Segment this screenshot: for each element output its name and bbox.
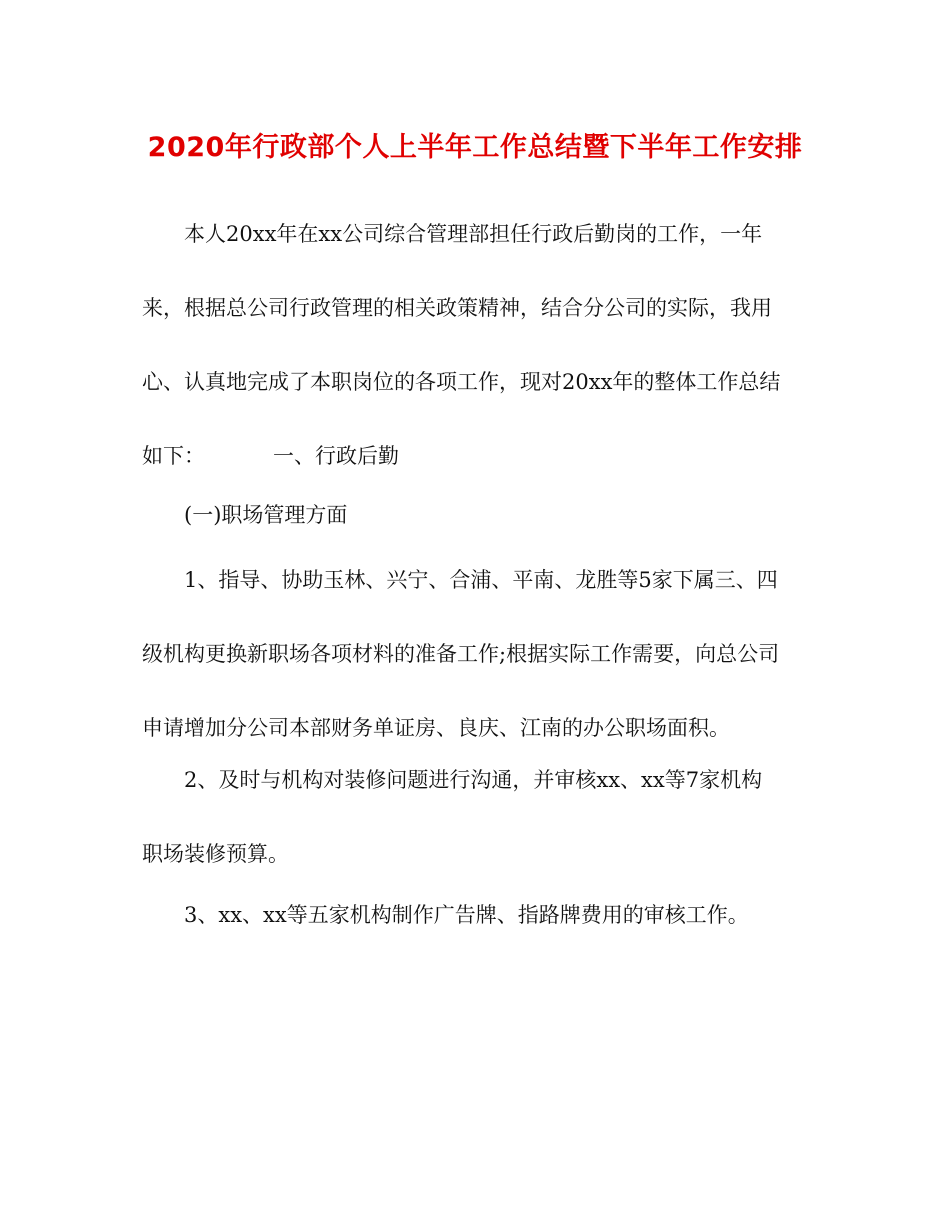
- section-heading-paragraph: [142, 478, 812, 552]
- item-1-line-2: 级机构更换新职场各项材料的准备工作;根据实际工作需要，向总公司: [142, 642, 780, 666]
- item-3-text-1: 3、xx、xx等五家机构制作广告牌、指路牌费用的审核工作。: [184, 903, 749, 927]
- item-1-line-3: 申请增加分公司本部财务单证房、良庆、江南的办公职场面积。: [142, 716, 730, 740]
- intro-line-3: 心、认真地完成了本职岗位的各项工作，现对20xx年的整体工作总结: [142, 370, 781, 394]
- intro-text-4a: 如下：: [142, 444, 205, 468]
- item-2-text-1: 2、及时与机构对装修问题进行沟通，并审核xx、xx等7家机构: [184, 768, 763, 792]
- item-1-text-1: 1、指导、协助玉林、兴宁、合浦、平南、龙胜等5家下属三、四: [184, 568, 778, 592]
- item-2-line-1: [142, 743, 812, 817]
- item-1-paragraph: [142, 543, 812, 765]
- document-title: 2020年行政部个人上半年工作总结暨下半年工作安排: [147, 132, 803, 163]
- item-3-line-1: [142, 878, 812, 952]
- section-heading: (一)职场管理方面: [184, 503, 348, 527]
- item-2-paragraph: [142, 743, 812, 891]
- item-2-line-2: 职场装修预算。: [142, 842, 289, 866]
- item-1-line-1: [142, 543, 812, 617]
- intro-text-1: 本人20xx年在xx公司综合管理部担任行政后勤岗的工作，一年: [184, 222, 763, 246]
- section-one-heading: 一、行政后勤: [273, 444, 399, 468]
- intro-line-1: [142, 197, 812, 271]
- intro-paragraph: [142, 197, 812, 493]
- item-3-paragraph: [142, 878, 812, 952]
- intro-line-2: 来，根据总公司行政管理的相关政策精神，结合分公司的实际，我用: [142, 296, 772, 320]
- section-heading-line: [142, 478, 812, 552]
